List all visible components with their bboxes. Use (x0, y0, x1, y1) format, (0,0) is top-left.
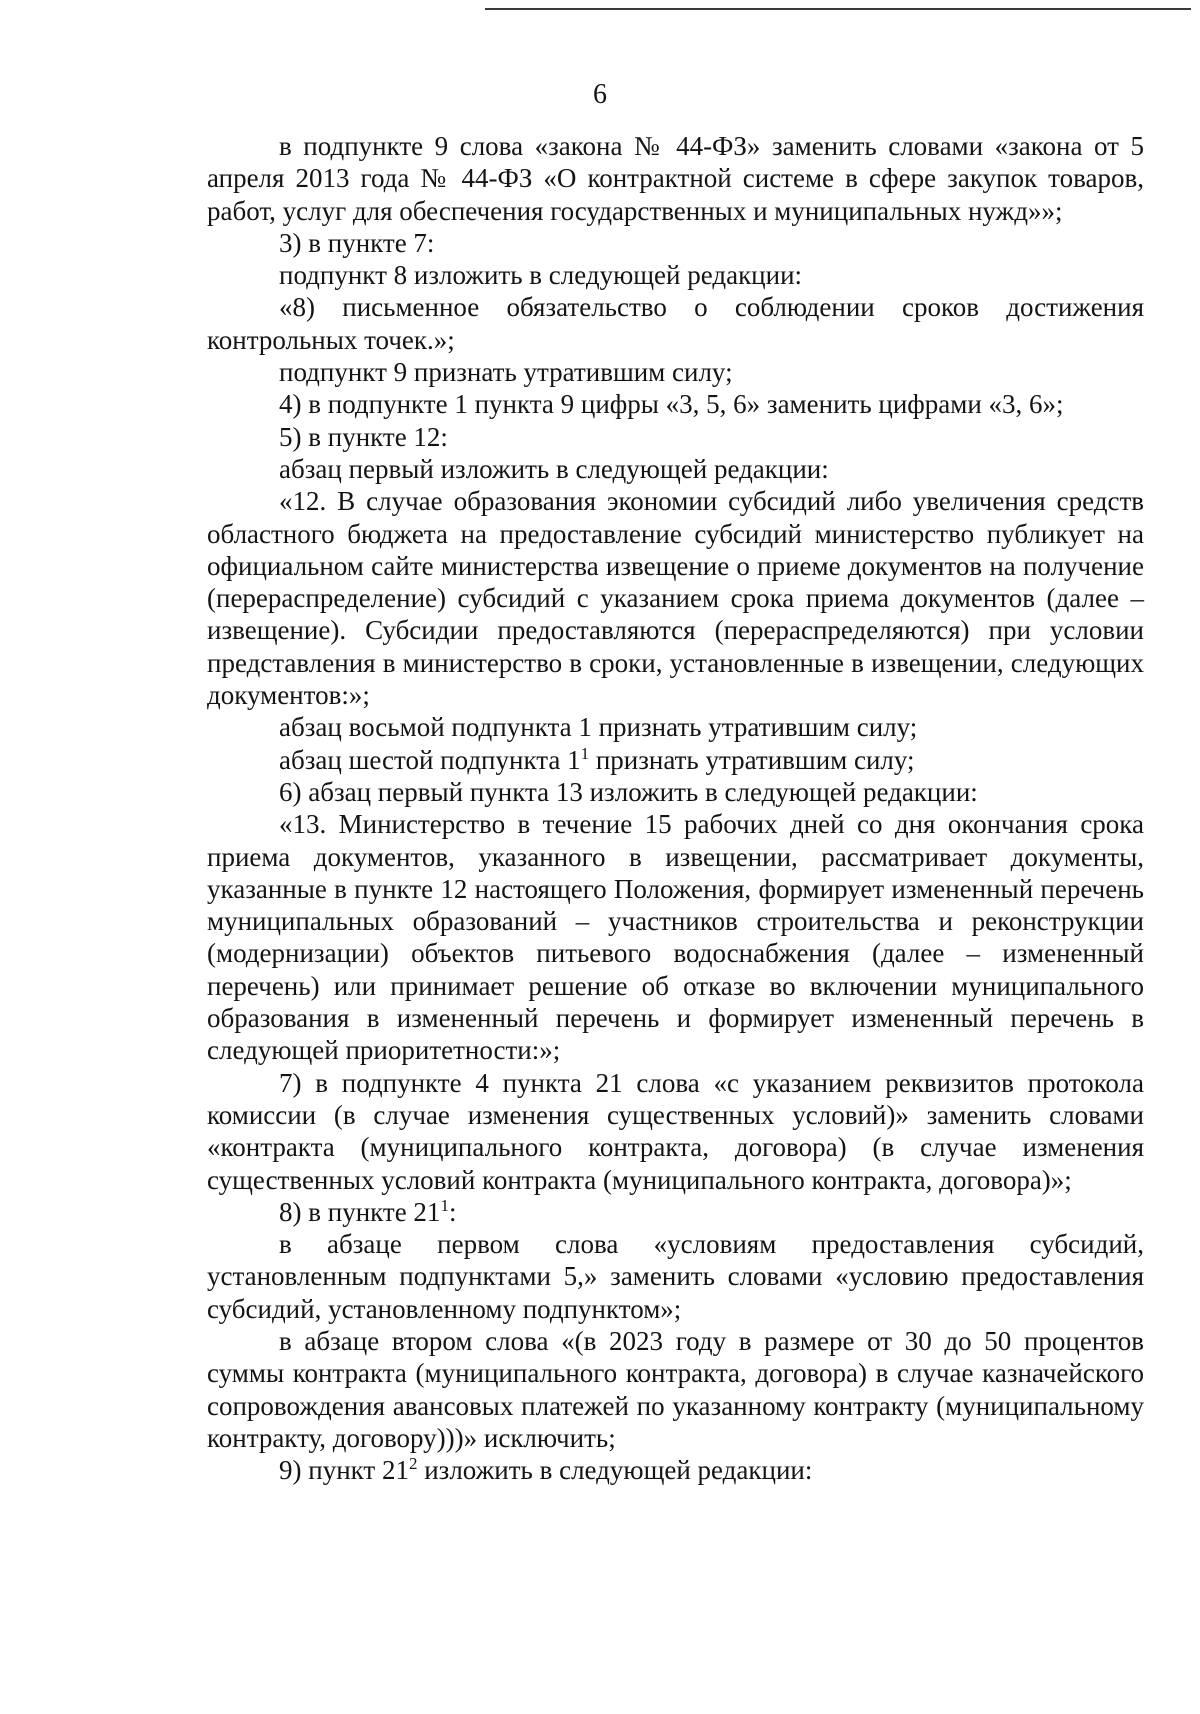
paragraph: в абзаце втором слова «(в 2023 году в размере от 30 до 50 процентов суммы контракта (муниципального контракта, договора) в случае казначейского сопровождения авансовых платежей по указанному контракту (муниципальному контракту, договору)))» исключить; (207, 1325, 1144, 1453)
superscript: 2 (408, 1454, 418, 1474)
paragraph-text: изложить в следующей редакции: (417, 1455, 813, 1486)
paragraph-text: 8) в пункте 21 (279, 1196, 441, 1227)
superscript: 1 (580, 743, 590, 763)
page-number: 6 (593, 79, 607, 110)
paragraph: подпункт 8 изложить в следующей редакции: (279, 260, 803, 291)
paragraph: в подпункте 9 слова «закона № 44-ФЗ» заменить словами «закона от 5 апреля 2013 года № 44-ФЗ «О контрактной системе в сфере закупок товаров, работ, услуг для обеспечения государственных и муниципальных нужд»»; (207, 131, 1144, 226)
paragraph: в абзаце первом слова «условиям предоставления субсидий, установленным подпунктами 5,» заменить словами «условию предоставления субсидий, установленному подпунктом»; (207, 1229, 1144, 1324)
document-body (207, 130, 1144, 1486)
paragraph: «13. Министерство в течение 15 рабочих дней со дня окончания срока приема документов, указанного в извещении, рассматривает документы, указанные в пункте 12 настоящего Положения, формирует измененный перечень муниципальных образований – участников строительства и реконструкции (модернизации) объектов питьевого водоснабжения (далее – измененный перечень) или принимает решение об отказе во включении муниципального образования в измененный перечень и формирует измененный перечень в следующей приоритетности:»; (207, 809, 1144, 1066)
paragraph: подпункт 9 признать утратившим силу; (279, 357, 733, 388)
superscript: 1 (440, 1195, 449, 1215)
paragraph: 5) в пункте 12: (279, 421, 448, 452)
paragraph: 4) в подпункте 1 пункта 9 цифры «3, 5, 6» заменить цифрами «3, 6»; (279, 389, 1064, 420)
paragraph: 3) в пункте 7: (279, 227, 435, 258)
paragraph: абзац восьмой подпункта 1 признать утратившим силу; (279, 712, 918, 743)
top-rule (485, 8, 1191, 10)
paragraph-text: абзац шестой подпункта 1 (279, 744, 581, 775)
paragraph-text: : (448, 1196, 457, 1227)
paragraph: 6) абзац первый пункта 13 изложить в следующей редакции: (279, 776, 978, 807)
paragraph (207, 1454, 1144, 1486)
paragraph-text: 9) пункт 21 (279, 1455, 409, 1486)
paragraph (207, 1196, 1144, 1228)
paragraph: 7) в подпункте 4 пункта 21 слова «с указанием реквизитов протокола комиссии (в случае изменения существенных условий)» заменить словами «контракта (муниципального контракта, договора) (в случае изменения существенных условий контракта (муниципального контракта, договора)»; (207, 1067, 1144, 1195)
paragraph: «12. В случае образования экономии субсидий либо увеличения средств областного бюджета на предоставление субсидий министерство публикует на официальном сайте министерства извещение о приеме документов на получение (перераспределение) субсидий с указанием срока приема документов (далее – извещение). Субсидии предоставляются (перераспределяются) при условии представления в министерство в сроки, установленные в извещении, следующих документов:»; (207, 486, 1144, 711)
paragraph-text: признать утратившим силу; (589, 744, 915, 775)
paragraph: «8) письменное обязательство о соблюдении сроков достижения контрольных точек.»; (207, 292, 1144, 355)
paragraph: абзац первый изложить в следующей редакции: (279, 453, 829, 484)
paragraph (207, 744, 1144, 776)
